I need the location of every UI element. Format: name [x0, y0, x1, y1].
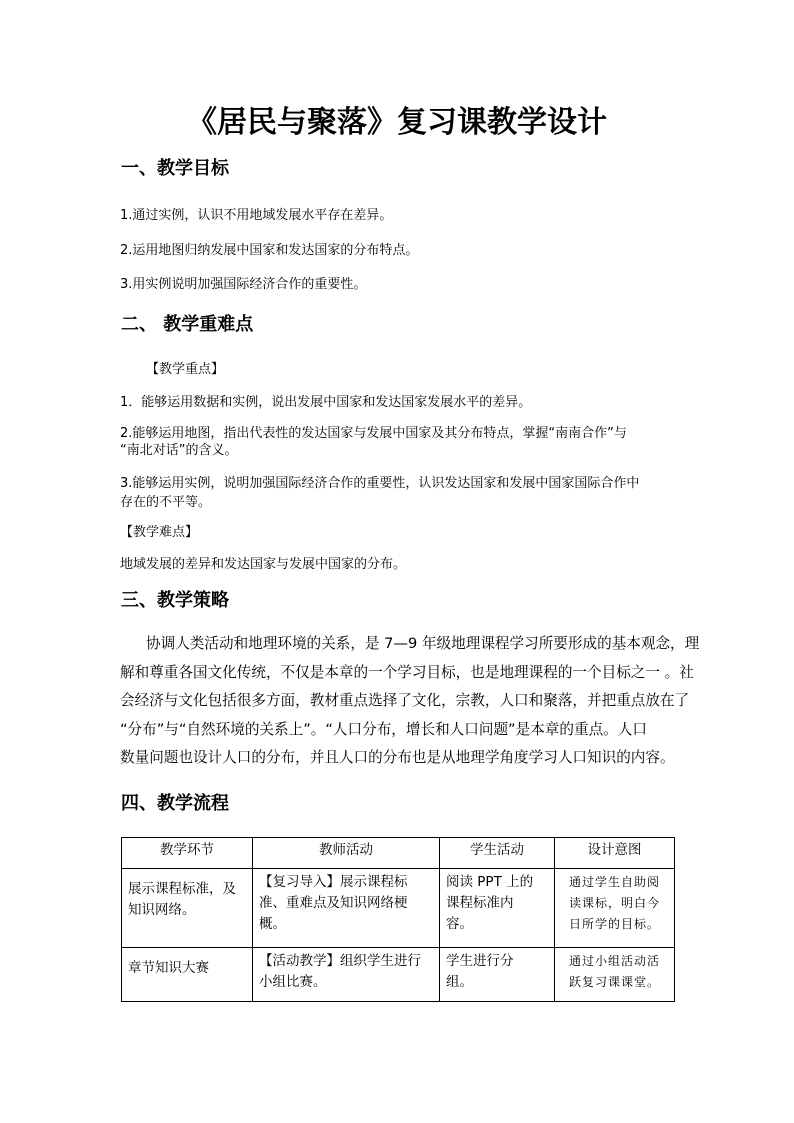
table-cell	[555, 948, 675, 1002]
cell-line: 【复习导入】展示课程标	[259, 874, 408, 890]
table-cell	[440, 869, 555, 948]
objective-item: 3.用实例说明加强国际经济合作的重要性。	[120, 277, 367, 292]
teaching-process-table	[121, 837, 675, 1002]
section-heading-objectives: 一、教学目标	[121, 158, 229, 179]
focus-item-continuation: “南北对话”的含义。	[120, 443, 238, 458]
cell-line: 【活动教学】组织学生进行	[259, 953, 421, 969]
cell-line: 通过学生自助阅	[569, 875, 661, 889]
objective-item: 2.运用地图归纳发展中国家和发达国家的分布特点。	[120, 243, 419, 258]
column-header: 设计意图	[555, 838, 675, 869]
section-heading-process: 四、教学流程	[121, 793, 229, 814]
table-cell	[440, 948, 555, 1002]
table-cell	[253, 948, 440, 1002]
cell-line: 跃复习课课堂。	[569, 975, 661, 989]
document-title: 《居民与聚落》复习课教学设计	[187, 105, 607, 140]
cell-line: 日所学的目标。	[569, 917, 661, 931]
cell-line: 课程标准内	[446, 895, 514, 911]
cell-line: 阅读 PPT 上的	[446, 874, 534, 890]
cell-line: 读课标，明白今	[569, 896, 661, 910]
section-heading-key-points: 二、 教学重难点	[121, 314, 254, 335]
focus-item: 3.能够运用实例，说明加强国际经济合作的重要性，认识发达国家和发展中国家国际合作中	[120, 476, 640, 491]
cell-line: 章节知识大赛	[128, 960, 209, 976]
table-row	[122, 869, 675, 948]
table-cell	[122, 948, 253, 1002]
cell-line: 容。	[446, 916, 473, 932]
cell-line: 小组比赛。	[259, 974, 327, 990]
objective-item: 1.通过实例，认识不用地域发展水平存在差异。	[120, 208, 393, 223]
table-cell	[253, 869, 440, 948]
table-cell	[555, 869, 675, 948]
focus-item: 2.能够运用地图，指出代表性的发达国家与发展中国家及其分布特点，掌握“南南合作”与	[120, 426, 627, 441]
paragraph-line: “分布”与“自然环境的关系上”。“人口分布，增长和人口问题”是本章的重点。人口	[120, 720, 647, 738]
cell-line: 准、重难点及知识网络梗	[259, 895, 408, 911]
section-heading-strategy: 三、教学策略	[121, 590, 229, 611]
paragraph-line: 协调人类活动和地理环境的关系，是 7—9 年级地理课程学习所要形成的基本观念，理	[146, 635, 700, 652]
paragraph-line: 会经济与文化包括很多方面，教材重点选择了文化，宗教，人口和聚落，并把重点放在了	[120, 692, 690, 709]
focus-label: 【教学重点】	[146, 362, 225, 377]
table-cell	[122, 869, 253, 948]
cell-line: 展示课程标准，及	[128, 881, 236, 897]
strategy-paragraph	[120, 630, 700, 773]
cell-line: 概。	[259, 916, 286, 932]
cell-line: 知识网络。	[128, 902, 196, 918]
column-header: 教师活动	[253, 838, 440, 869]
cell-line: 组。	[446, 974, 473, 990]
column-header: 教学环节	[122, 838, 253, 869]
paragraph-line: 解和尊重各国文化传统，不仅是本章的一个学习目标，也是地理课程的一个目标之一 。社	[120, 663, 694, 681]
table-header-row	[122, 838, 675, 869]
cell-line: 通过小组活动活	[569, 954, 661, 968]
focus-item-continuation: 存在的不平等。	[120, 495, 212, 510]
table-row	[122, 948, 675, 1002]
difficulty-label: 【教学难点】	[120, 525, 199, 540]
difficulty-text: 地域发展的差异和发达国家与发展中国家的分布。	[120, 557, 407, 572]
focus-item: 1．能够运用数据和实例，说出发展中国家和发达国家发展水平的差异。	[120, 395, 532, 410]
paragraph-line: 数量问题也设计人口的分布，并且人口的分布也是从地理学角度学习人口知识的内容。	[120, 749, 675, 766]
column-header: 学生活动	[440, 838, 555, 869]
cell-line: 学生进行分	[446, 953, 514, 969]
